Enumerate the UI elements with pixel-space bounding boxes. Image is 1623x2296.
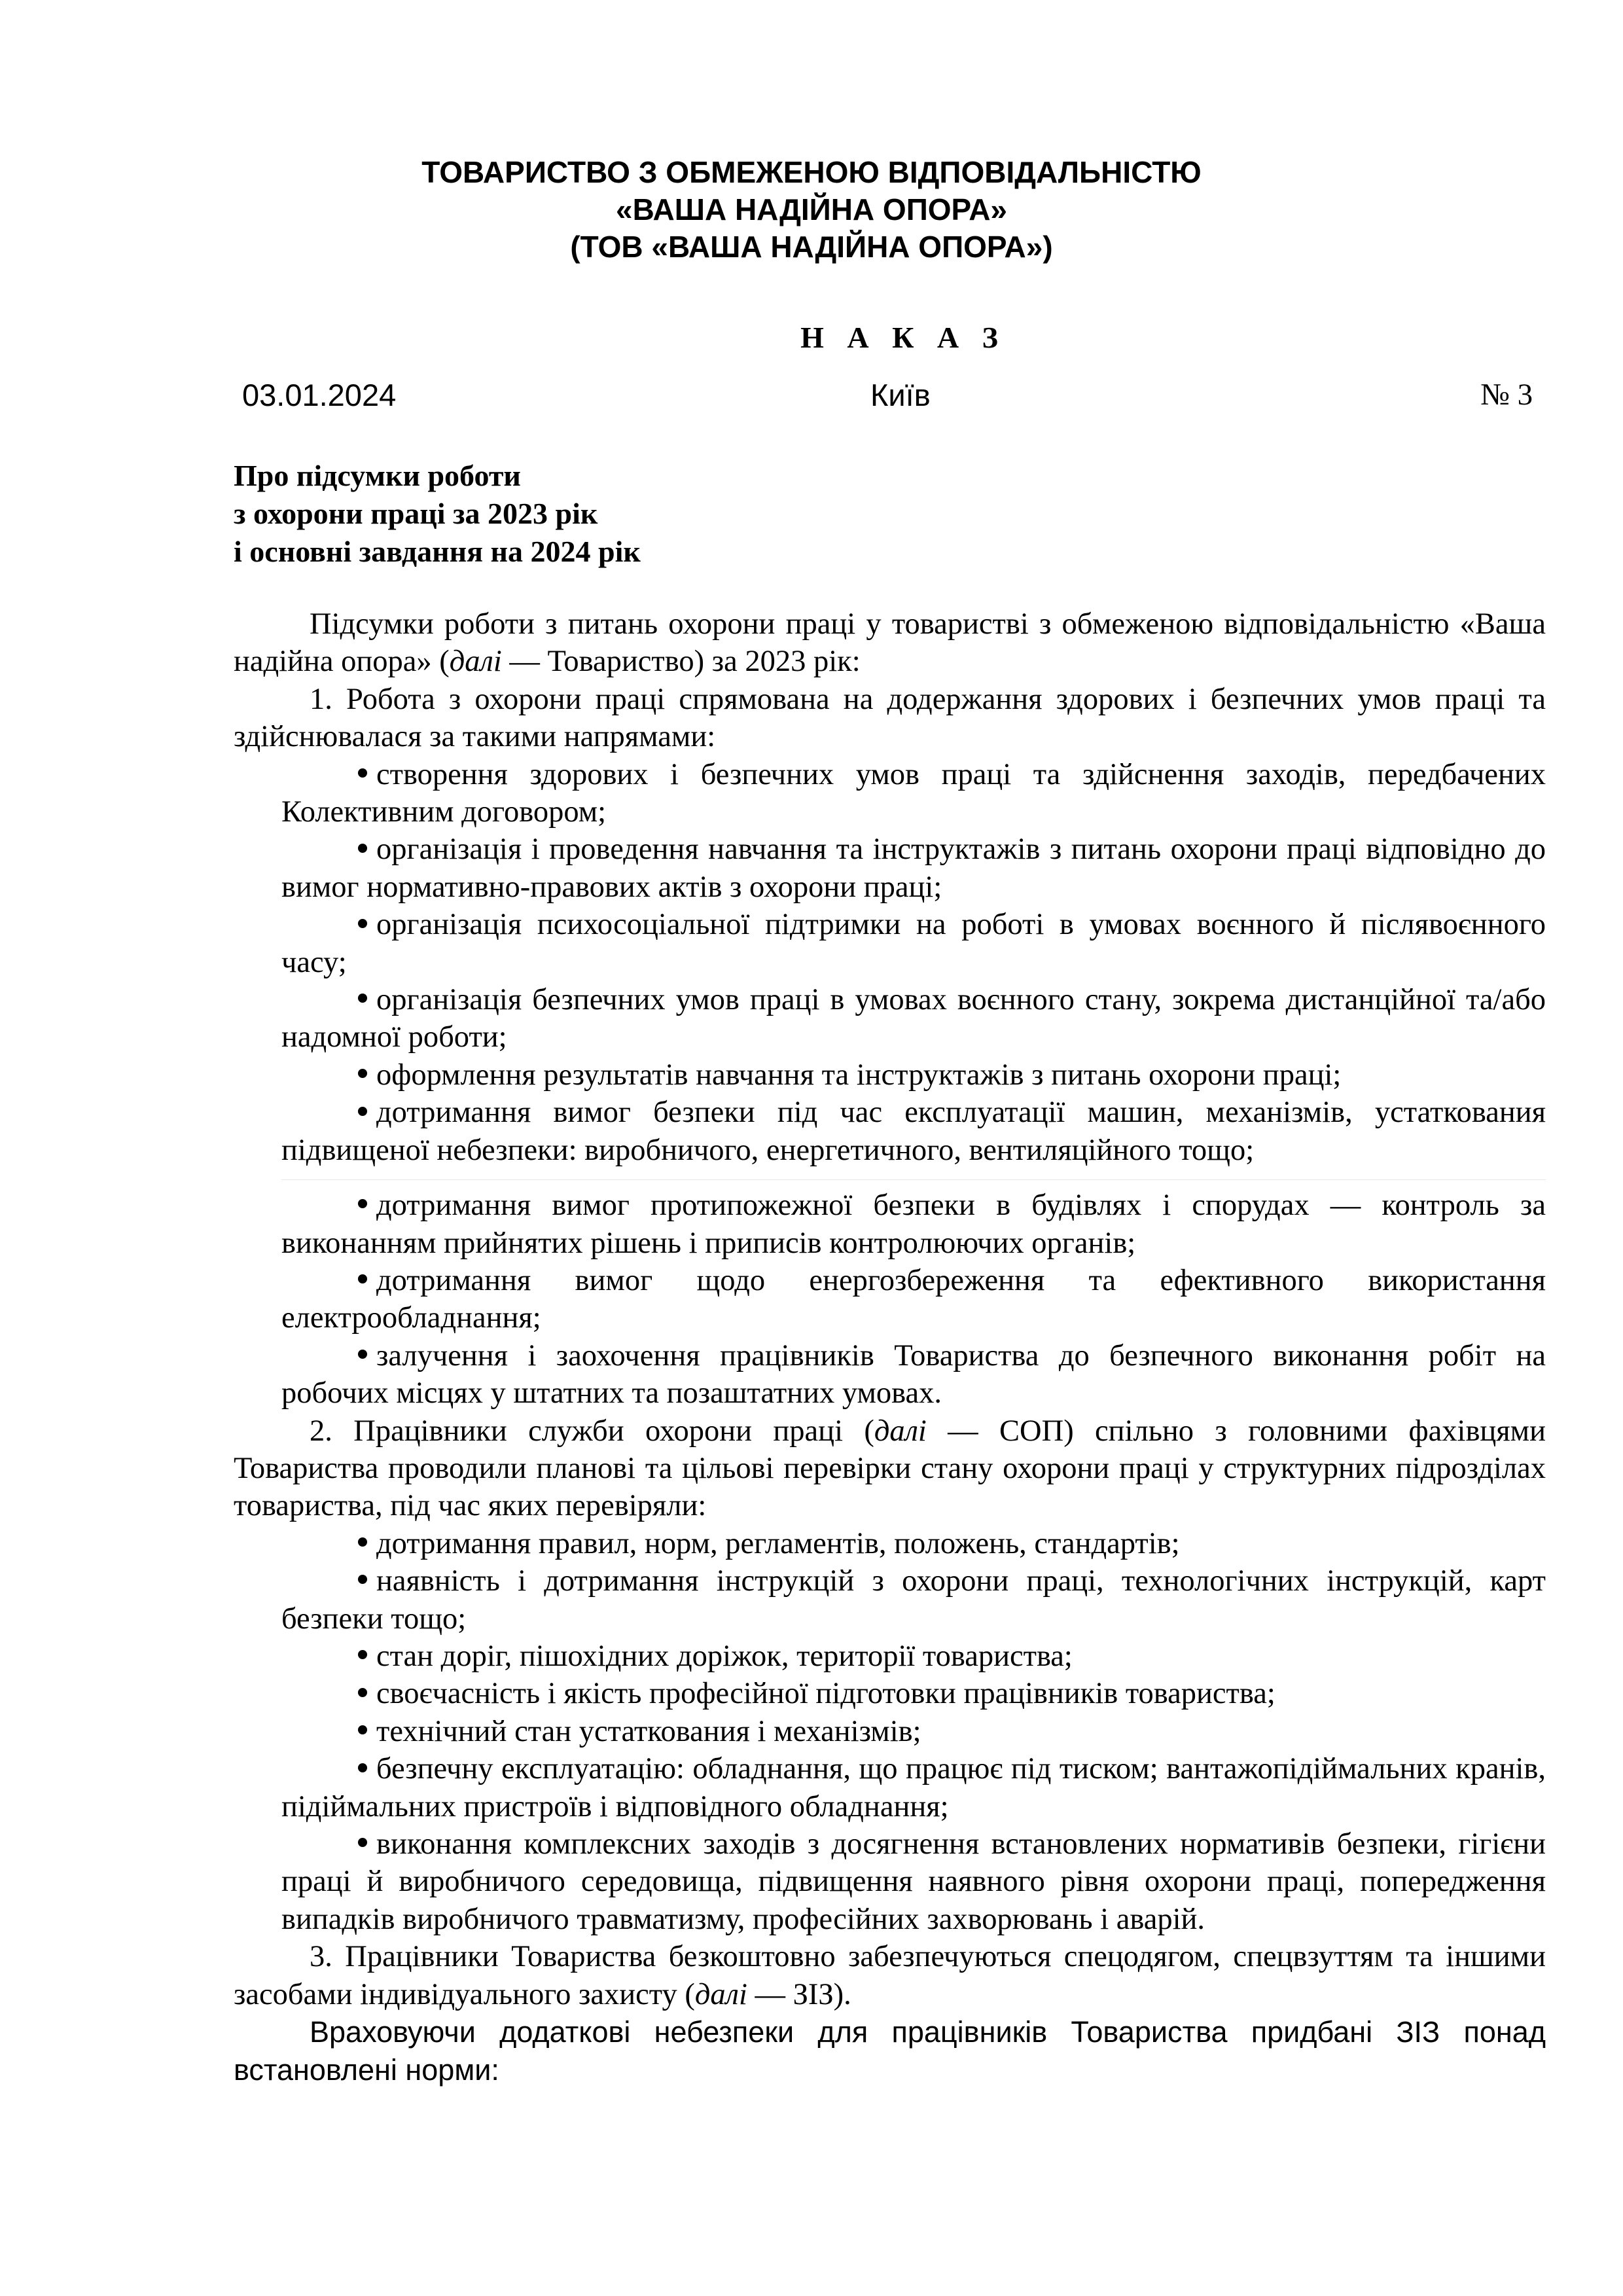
bullet-marker	[281, 1056, 376, 1094]
bullet-dot-icon	[358, 1650, 367, 1659]
list-item-text: організація психосоціальної підтримки на роботі в умовах воєнного й післявоєнного часу;	[281, 908, 1546, 979]
bullet-marker	[281, 1675, 376, 1712]
list-item	[234, 1750, 1546, 1825]
bullet-marker	[281, 756, 376, 793]
intro-text-end: — Товариство) за 2023 рік:	[501, 645, 861, 679]
order-city: Київ	[870, 378, 931, 412]
bullet-marker	[281, 831, 376, 868]
p2-text: 2. Працівники служби охорони праці (	[310, 1414, 874, 1448]
list-item-text: своєчасність і якість професійної підготовки працівників товариства;	[376, 1677, 1275, 1711]
directions-list	[234, 756, 1546, 1169]
order-subject	[234, 457, 641, 571]
p2-emphasis: далі	[874, 1414, 927, 1448]
list-item-text: створення здорових і безпечних умов праці та здійснення заходів, передбачених Колективним договором;	[281, 757, 1546, 829]
p3-text: 3. Працівники Товариства безкоштовно забезпечуються спецодягом, спецвзуттям та іншими засобами індивідуального захисту (	[234, 1940, 1546, 2011]
bullet-marker	[281, 1187, 376, 1224]
bullet-dot-icon	[358, 1838, 367, 1847]
list-item-text: стан доріг, пішохідних доріжок, території товариства;	[376, 1639, 1073, 1673]
list-item	[234, 1525, 1546, 1562]
list-item	[234, 756, 1546, 831]
bullet-dot-icon	[358, 1350, 367, 1359]
list-item-text: організація і проведення навчання та інструктажів з питань охорони праці відповідно до вимог нормативно-правових актів з охорони праці;	[281, 833, 1546, 904]
inspection-list	[234, 1525, 1546, 1938]
org-name-line: ТОВАРИСТВО З ОБМЕЖЕНОЮ ВІДПОВІДАЛЬНІСТЮ	[421, 155, 1202, 189]
p3-emphasis: далі	[694, 1977, 747, 2011]
subject-line: Про підсумки роботи	[234, 459, 521, 492]
list-item	[234, 1094, 1546, 1169]
intro-text: Підсумки роботи з питань охорони праці у товаристві з обмеженою відповідальністю «Ваша надійна опора» (	[234, 607, 1546, 679]
document-body	[234, 605, 1546, 2089]
list-item-text: дотримання вимог щодо енергозбереження та ефективного використання електрообладнання;	[281, 1263, 1546, 1335]
order-title: Н А К А З	[800, 321, 1006, 354]
paragraph-1: 1. Робота з охорони праці спрямована на додержання здорових і безпечних умов праці та здійснювалася за такими напрямами:	[234, 682, 1546, 754]
list-item-text: залучення і заохочення працівників Товариства до безпечного виконання робіт на робочих місцях у штатних та позаштатних умовах.	[281, 1338, 1546, 1410]
list-item	[234, 1056, 1546, 1094]
bullet-marker	[281, 1337, 376, 1374]
list-item-text: безпечну експлуатацію: обладнання, що працює під тиском; вантажопідіймальних кранів, підіймальних пристроїв і відповідного обладнання;	[281, 1752, 1546, 1823]
org-short-name-line: «ВАША НАДІЙНА ОПОРА»	[616, 192, 1007, 226]
bullet-marker	[281, 1713, 376, 1750]
bullet-dot-icon	[358, 1107, 367, 1116]
list-item-text: дотримання вимог безпеки під час експлуатації машин, механізмів, устаткования підвищеної небезпеки: виробничого, енергетичного, вентиляційного тощо;	[281, 1096, 1546, 1167]
list-item-text: виконання комплексних заходів з досягнення встановлених нормативів безпеки, гігієни праці й виробничого середовища, підвищення наявного рівня охорони праці, попередження випадків виробничого травматизму, професійних захворювань і аварій.	[281, 1827, 1546, 1936]
bullet-dot-icon	[358, 768, 367, 778]
list-item	[234, 981, 1546, 1056]
list-item-text: наявність і дотримання інструкцій з охорони праці, технологічних інструкцій, карт безпеки тощо;	[281, 1564, 1546, 1636]
intro-emphasis: далі	[449, 645, 502, 679]
directions-list-continued	[234, 1187, 1546, 1412]
intro-paragraph	[234, 605, 1546, 681]
list-item-text: оформлення результатів навчання та інструктажів з питань охорони праці;	[376, 1058, 1342, 1092]
bullet-dot-icon	[358, 1575, 367, 1584]
bullet-marker	[281, 906, 376, 943]
bullet-dot-icon	[358, 1537, 367, 1547]
order-date: 03.01.2024	[242, 378, 397, 412]
list-item	[234, 1262, 1546, 1337]
bullet-dot-icon	[358, 1763, 367, 1772]
bullet-dot-icon	[358, 1069, 367, 1078]
bullet-marker	[281, 1262, 376, 1299]
bullet-marker	[281, 1825, 376, 1863]
list-item	[234, 1825, 1546, 1938]
paragraph-3	[234, 1938, 1546, 2013]
list-item	[234, 906, 1546, 981]
list-item-text: технічний стан устаткования і механізмів;	[376, 1714, 921, 1748]
subject-line: і основні завдання на 2024 рік	[234, 535, 641, 568]
bullet-dot-icon	[358, 844, 367, 853]
bullet-dot-icon	[358, 1199, 367, 1208]
list-item-text: дотримання вимог протипожежної безпеки в будівлях і спорудах — контроль за виконанням прийнятих рішень і приписів контролюючих органів;	[281, 1189, 1546, 1260]
bullet-marker	[281, 1638, 376, 1675]
paragraph-2	[234, 1412, 1546, 1525]
list-item	[234, 1337, 1546, 1412]
bullet-marker	[281, 1525, 376, 1562]
bullet-dot-icon	[358, 1274, 367, 1283]
list-item	[234, 1675, 1546, 1712]
bullet-dot-icon	[358, 919, 367, 928]
list-item	[234, 1562, 1546, 1638]
separator-line	[281, 1179, 1546, 1180]
bullet-dot-icon	[358, 1725, 367, 1734]
paragraph-4: Враховуючи додаткові небезпеки для працівників Товариства придбані ЗІЗ понад встановлені норми:	[234, 2015, 1546, 2087]
organization-header	[0, 154, 1623, 266]
bullet-marker	[281, 1562, 376, 1600]
org-abbreviation-line: (ТОВ «ВАША НАДІЙНА ОПОРА»)	[570, 230, 1053, 264]
list-item-text: дотримання правил, норм, регламентів, положень, стандартів;	[376, 1526, 1180, 1560]
list-item	[234, 1638, 1546, 1675]
p3-text-end: — ЗІЗ).	[747, 1977, 851, 2011]
subject-line: з охорони праці за 2023 рік	[234, 497, 598, 530]
p2-text-end: — СОП) спільно з головними фахівцями Товариства проводили планові та цільові перевірки стану охорони праці у структурних підрозділах товариства, під час яких перевіряли:	[234, 1414, 1546, 1523]
list-item	[234, 1713, 1546, 1750]
list-item	[234, 831, 1546, 906]
order-number: № 3	[1480, 378, 1533, 412]
list-item	[234, 1187, 1546, 1262]
bullet-marker	[281, 981, 376, 1018]
bullet-marker	[281, 1750, 376, 1787]
bullet-marker	[281, 1094, 376, 1131]
list-item-text: організація безпечних умов праці в умовах воєнного стану, зокрема дистанційної та/або надомної роботи;	[281, 983, 1546, 1054]
bullet-dot-icon	[358, 1688, 367, 1697]
bullet-dot-icon	[358, 994, 367, 1003]
